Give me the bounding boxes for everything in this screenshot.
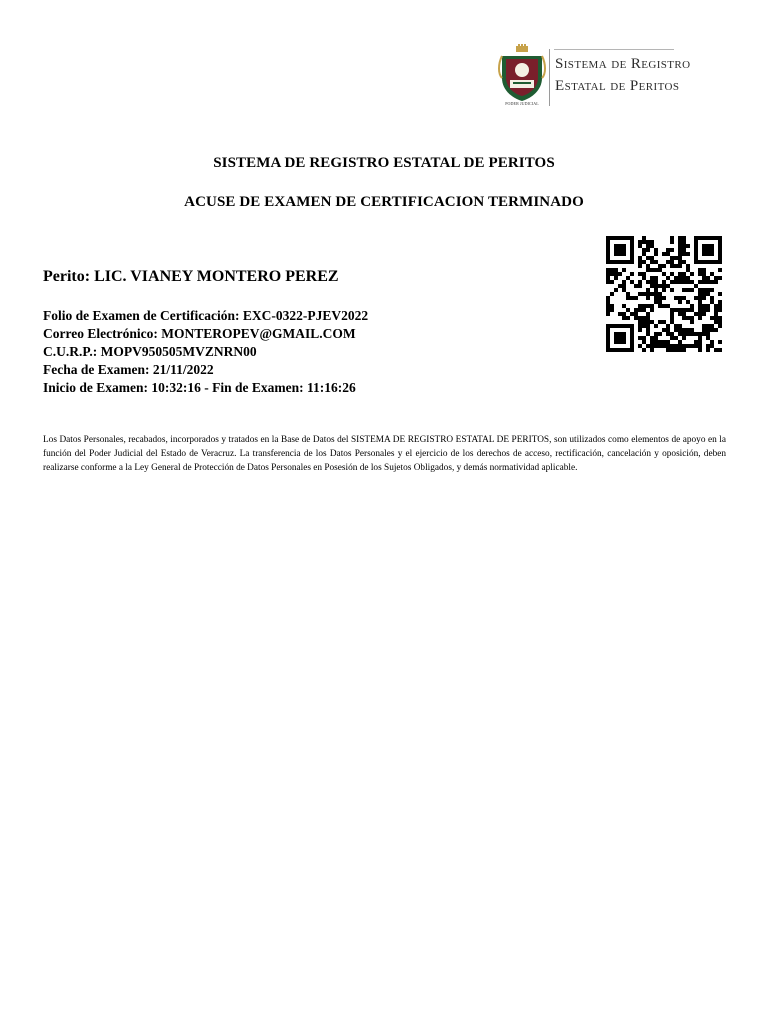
- email-field: Correo Electrónico: MONTEROPEV@GMAIL.COM: [43, 326, 356, 341]
- perito-name: Perito: LIC. VIANEY MONTERO PEREZ: [43, 268, 339, 285]
- document-subtitle: ACUSE DE EXAMEN DE CERTIFICACION TERMINADO: [184, 194, 584, 210]
- qr-code-icon: [606, 236, 722, 352]
- logo-divider: [549, 49, 550, 106]
- logo-rule: [554, 49, 674, 50]
- logo-title-line2: Estatal de Peritos: [555, 78, 680, 94]
- legal-notice: Los Datos Personales, recabados, incorporados y tratados en la Base de Datos del SISTEMA DE REGISTRO ESTATAL DE PERITOS, son utilizados como elementos de apoyo en la función del Poder Judicial del Estado de Veracruz. La transferencia de los Datos Personales y el ejercicio de los derechos de acceso, rectificación, cancelación y oposición, deben realizarse conforme a la Ley General de Protección de Datos Personales en Posesión de los Sujetos Obligados, y demás normatividad aplicable.: [43, 435, 726, 473]
- seal-caption: PODER JUDICIAL: [505, 101, 539, 106]
- exam-details: [43, 307, 368, 397]
- folio-field: Folio de Examen de Certificación: EXC-0322-PJEV2022: [43, 308, 369, 323]
- exam-date-field: Fecha de Examen: 21/11/2022: [43, 362, 214, 377]
- curp-field: C.U.R.P.: MOPV950505MVZNRN00: [43, 344, 257, 359]
- document-title: SISTEMA DE REGISTRO ESTATAL DE PERITOS: [213, 155, 555, 171]
- header-logo: [496, 44, 728, 114]
- exam-time-field: Inicio de Examen: 10:32:16 - Fin de Examen: 11:16:26: [43, 380, 356, 395]
- logo-title-line1: Sistema de Registro: [555, 56, 691, 72]
